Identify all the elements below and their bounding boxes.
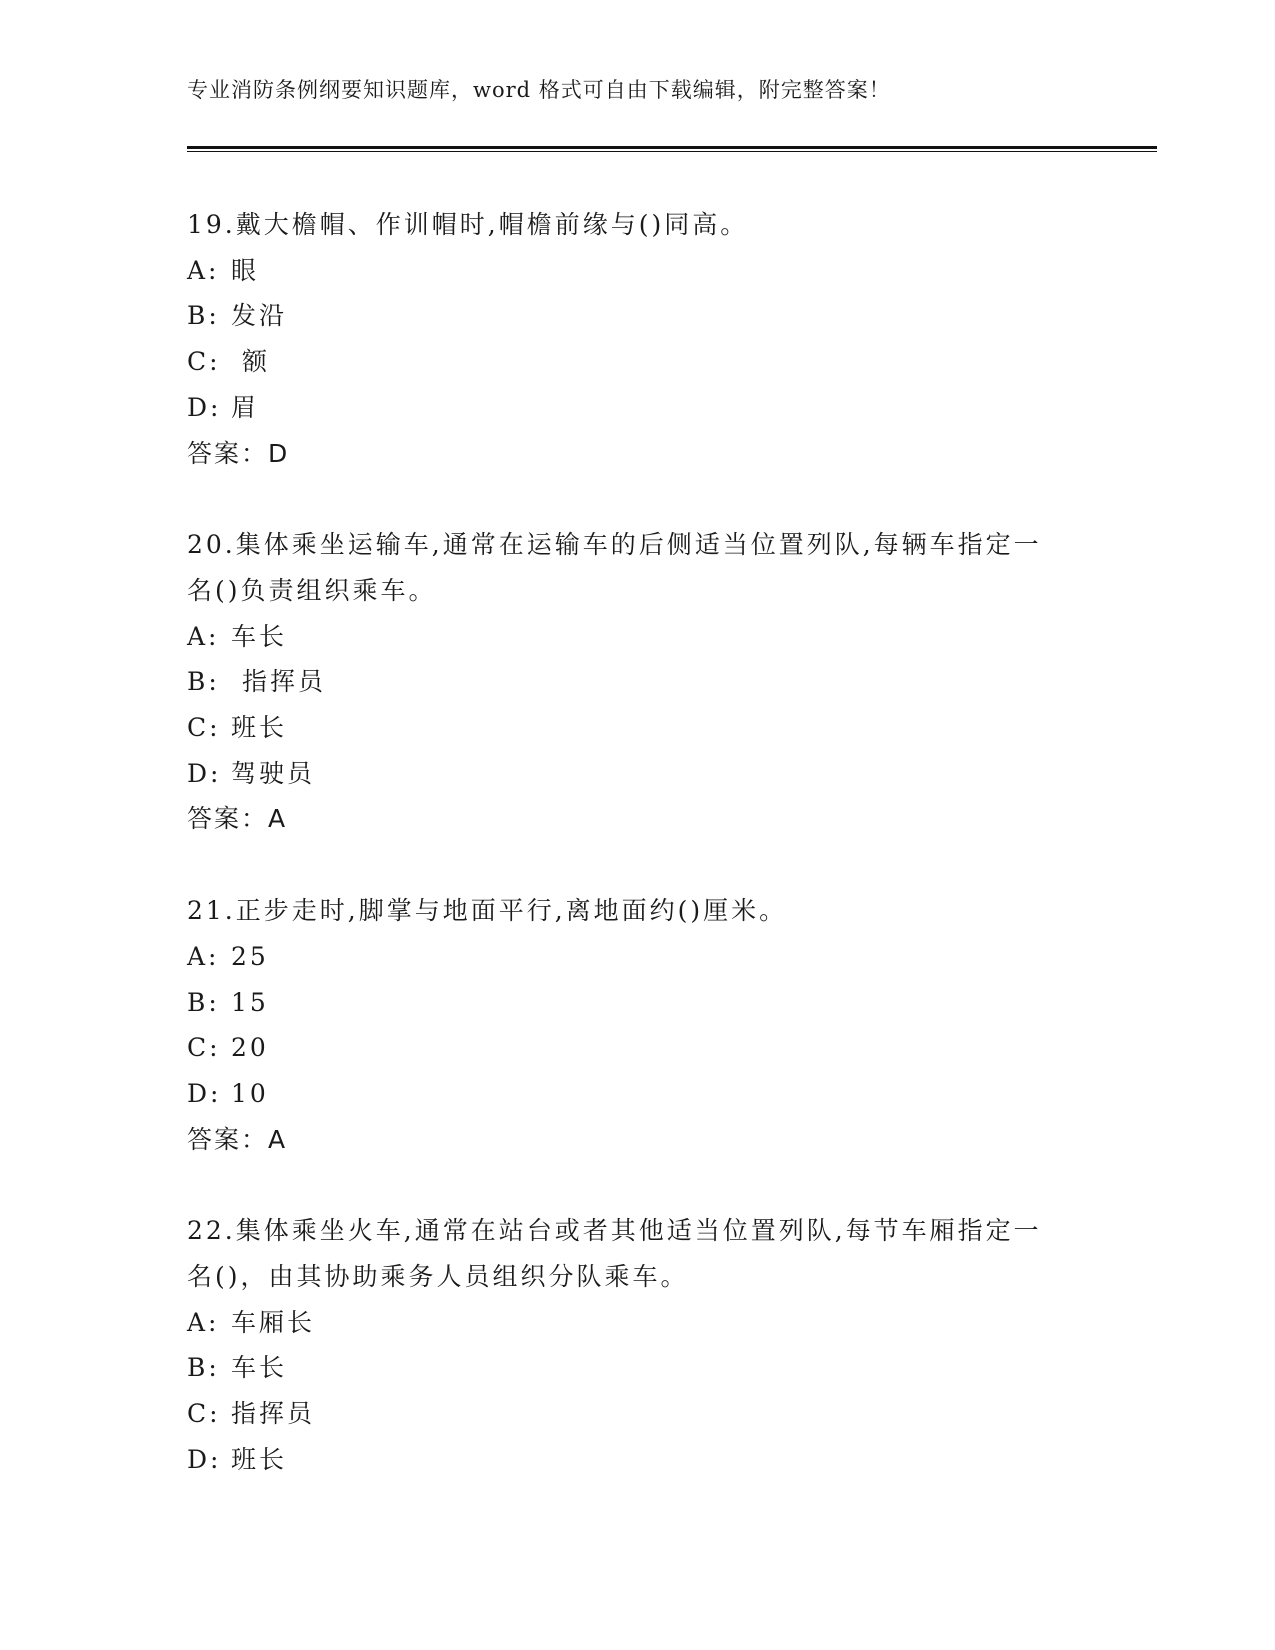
question-text-line-1: 22.集体乘坐火车,通常在站台或者其他适当位置列队,每节车厢指定一 <box>187 1216 1042 1246</box>
question-text-line-2: 名()，由其协助乘务人员组织分队乘车。 <box>187 1262 689 1292</box>
question-text-line-1: 20.集体乘坐运输车,通常在运输车的后侧适当位置列队,每辆车指定一 <box>187 530 1042 560</box>
question-21 <box>187 888 1087 1162</box>
option-a <box>187 248 1087 294</box>
option-label: D: <box>187 1444 222 1474</box>
option-d <box>187 385 1087 431</box>
option-c <box>187 705 1087 751</box>
option-text: 驾驶员 <box>231 758 316 788</box>
option-label: A: <box>187 1307 220 1337</box>
question-19 <box>187 202 1087 476</box>
answer-line: 答案：A <box>187 804 288 834</box>
question-20 <box>187 522 1087 842</box>
question-text: 21.正步走时,脚掌与地面平行,离地面约()厘米。 <box>187 896 788 926</box>
option-label: B: <box>187 667 220 697</box>
option-text: 10 <box>231 1078 269 1108</box>
option-label: B: <box>187 987 220 1017</box>
option-text: 班长 <box>231 1444 288 1474</box>
option-label: D: <box>187 758 222 788</box>
option-b <box>187 659 1087 705</box>
option-label: C: <box>187 1033 221 1063</box>
option-d <box>187 1071 1087 1117</box>
option-label: A: <box>187 941 220 971</box>
option-label: C: <box>187 347 221 377</box>
question-text: 19.戴大檐帽、作训帽时,帽檐前缘与()同高。 <box>187 210 749 239</box>
option-label: D: <box>187 1078 222 1108</box>
option-label: D: <box>187 392 222 422</box>
page-header: 专业消防条例纲要知识题库，word 格式可自由下载编辑，附完整答案！ <box>187 78 891 102</box>
option-label: A: <box>187 255 220 285</box>
option-text: 15 <box>231 987 269 1017</box>
option-text: 发沿 <box>231 301 288 331</box>
option-text: 眉 <box>231 392 260 422</box>
option-b <box>187 980 1087 1026</box>
option-a <box>187 934 1087 980</box>
option-text: 班长 <box>231 713 288 743</box>
option-label: A: <box>187 621 220 651</box>
option-a <box>187 1300 1087 1346</box>
option-label: C: <box>187 713 221 743</box>
header-rule-thin <box>187 151 1157 152</box>
option-d <box>187 751 1087 797</box>
option-text: 25 <box>231 941 269 971</box>
option-label: B: <box>187 1353 220 1383</box>
option-c <box>187 339 1087 385</box>
option-text: 20 <box>231 1033 269 1063</box>
question-list <box>187 202 1087 1529</box>
option-a <box>187 614 1087 660</box>
option-label: B: <box>187 301 220 331</box>
option-label: C: <box>187 1399 221 1429</box>
answer-line: 答案：A <box>187 1124 288 1154</box>
option-d <box>187 1437 1087 1483</box>
question-22 <box>187 1208 1087 1482</box>
option-text: 车长 <box>231 1353 288 1383</box>
option-b <box>187 1345 1087 1391</box>
option-b <box>187 293 1087 339</box>
option-text: 车长 <box>231 621 288 651</box>
option-text: 眼 <box>231 255 260 285</box>
question-text-line-2: 名()负责组织乘车。 <box>187 575 437 605</box>
header-rule-thick <box>187 146 1157 149</box>
option-text: 指挥员 <box>231 667 326 697</box>
option-text: 车厢长 <box>231 1307 316 1337</box>
option-c <box>187 1025 1087 1071</box>
answer-line: 答案：D <box>187 438 290 468</box>
option-text: 额 <box>231 347 270 377</box>
option-text: 指挥员 <box>231 1399 316 1429</box>
option-c <box>187 1391 1087 1437</box>
